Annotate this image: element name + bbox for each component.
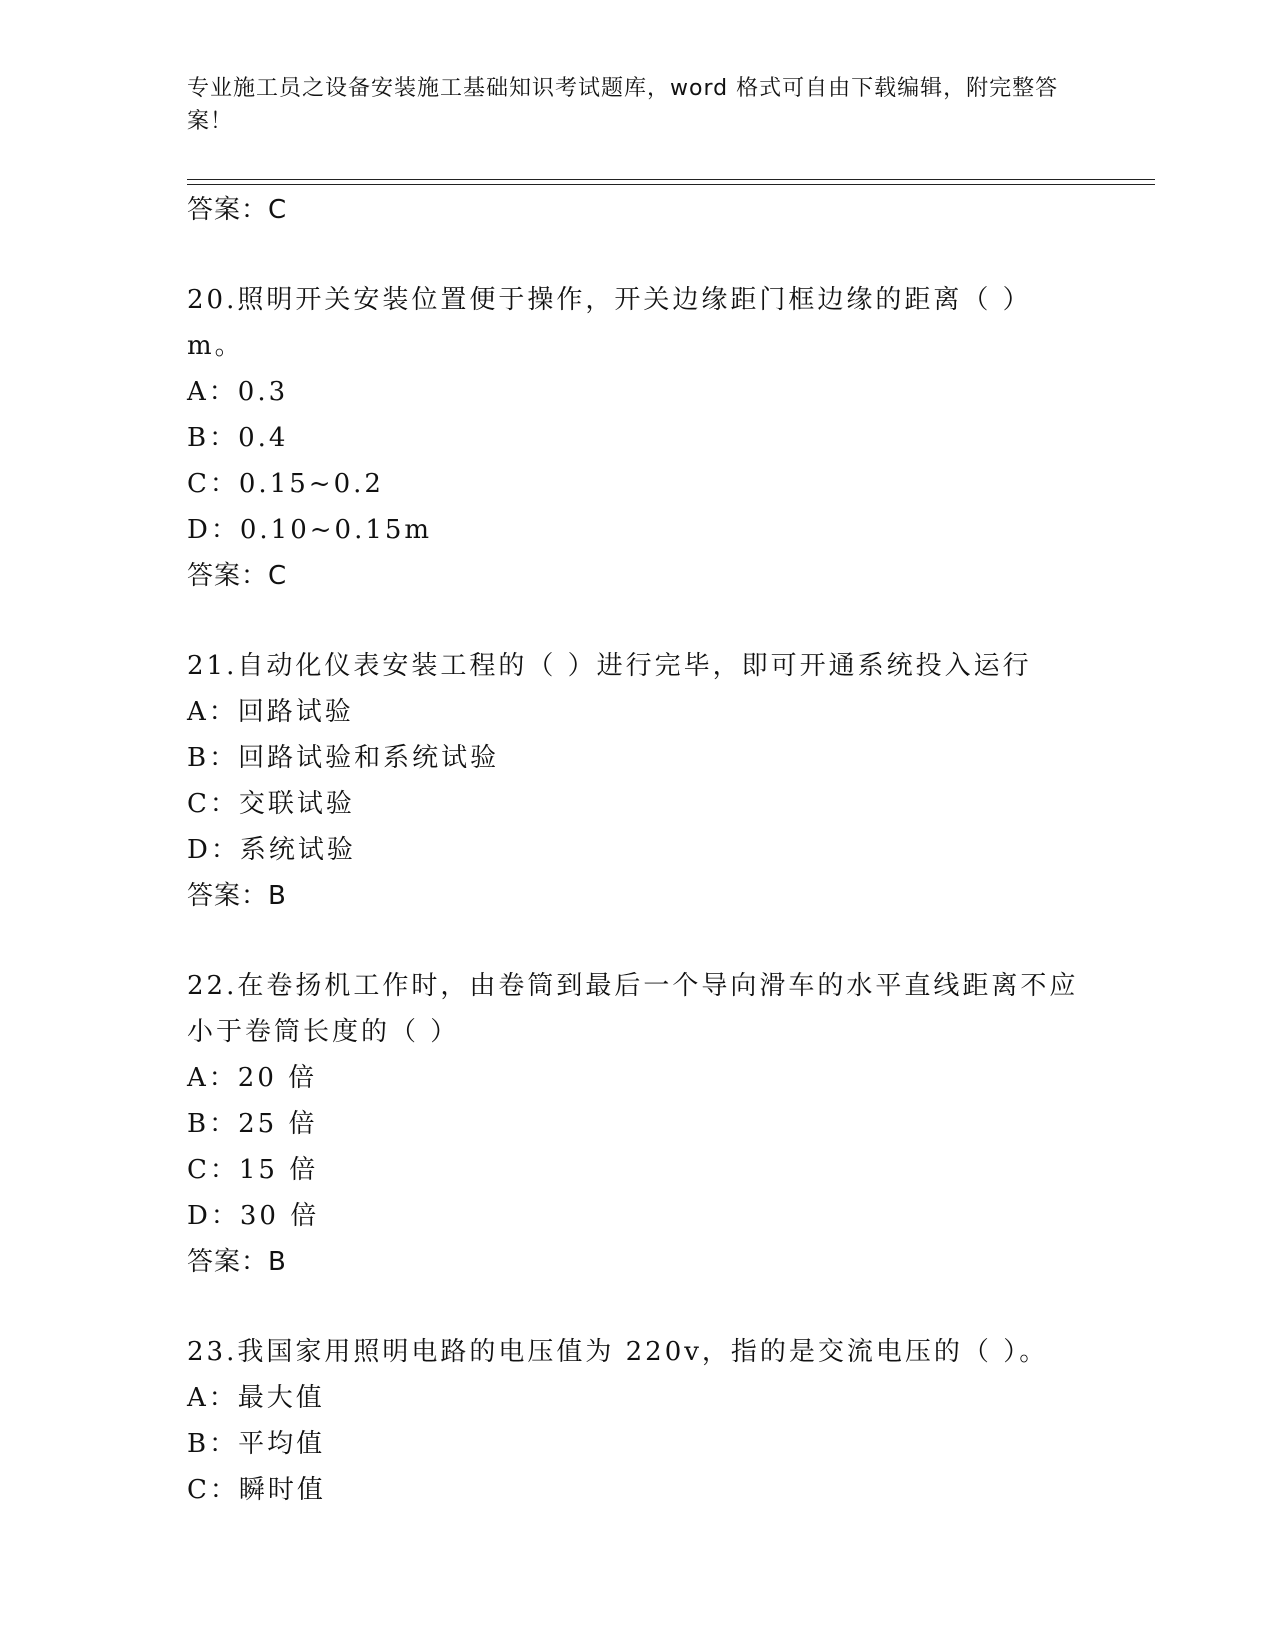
question-text: 21.自动化仪表安装工程的（ ）进行完毕，即可开通系统投入运行 — [187, 651, 1032, 681]
question-list — [187, 187, 1087, 1513]
header-divider-bottom — [187, 184, 1155, 185]
option-b: B：0.4 — [187, 423, 289, 453]
document-header: 专业施工员之设备安装施工基础知识考试题库，word 格式可自由下载编辑，附完整答案！ — [187, 76, 1059, 134]
option-a: A：20 倍 — [187, 1063, 318, 1093]
option-d: D：0.10~0.15m — [187, 515, 433, 545]
option-c: C：交联试验 — [187, 789, 355, 819]
question-block-21 — [187, 643, 1087, 919]
question-text: 23.我国家用照明电路的电压值为 220v，指的是交流电压的（ ）。 — [187, 1337, 1049, 1367]
question-block-22 — [187, 963, 1087, 1285]
option-b: B：回路试验和系统试验 — [187, 743, 500, 773]
option-a: A：0.3 — [187, 377, 289, 407]
option-d: D：系统试验 — [187, 835, 356, 865]
question-block-20 — [187, 277, 1087, 599]
option-c: C：15 倍 — [187, 1155, 319, 1185]
option-a: A：回路试验 — [187, 697, 354, 727]
answer-line: 答案：B — [187, 1247, 287, 1277]
answer-line: 答案：C — [187, 561, 288, 591]
option-a: A：最大值 — [187, 1383, 325, 1413]
option-b: B：平均值 — [187, 1429, 326, 1459]
option-c: C：0.15~0.2 — [187, 469, 384, 499]
question-text: 20.照明开关安装位置便于操作，开关边缘距门框边缘的距离（ ）m。 — [187, 285, 1032, 361]
answer-line: 答案：B — [187, 881, 287, 911]
question-text: 22.在卷扬机工作时，由卷筒到最后一个导向滑车的水平直线距离不应小于卷筒长度的（ ） — [187, 971, 1079, 1047]
question-block-23 — [187, 1329, 1087, 1513]
option-d: D：30 倍 — [187, 1201, 320, 1231]
option-b: B：25 倍 — [187, 1109, 318, 1139]
header-divider-top — [187, 179, 1155, 180]
option-c: C：瞬时值 — [187, 1475, 326, 1505]
answer-line: 答案：C — [187, 195, 288, 225]
